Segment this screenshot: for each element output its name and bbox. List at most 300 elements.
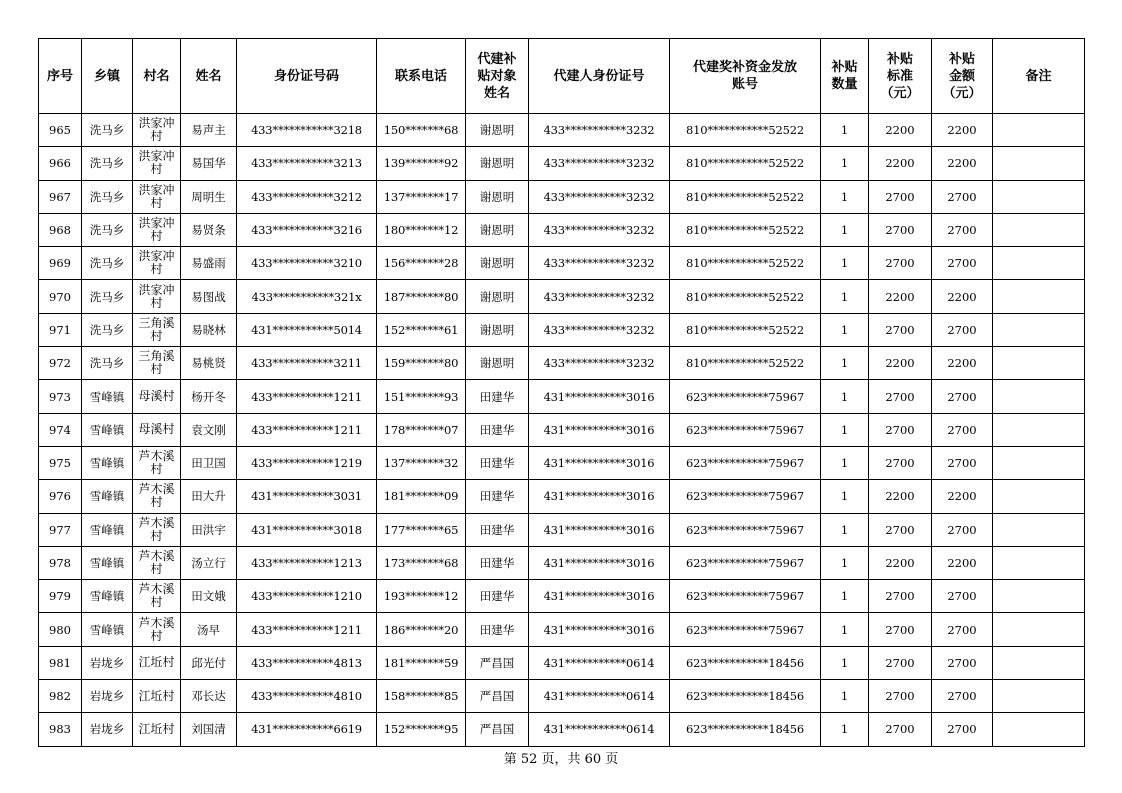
col-village-cell: 江坵村 — [133, 680, 181, 713]
col-phone-cell: 159*******80 — [377, 347, 466, 380]
col-phone-cell: 178*******07 — [377, 413, 466, 446]
col-standard-header — [869, 39, 932, 114]
col-township-cell: 洗马乡 — [82, 114, 133, 147]
table-row — [39, 413, 1085, 446]
col-village-cell: 芦木溪村 — [133, 613, 181, 646]
header-label: 乡镇 — [93, 68, 120, 84]
col-quantity-cell: 1 — [821, 646, 869, 679]
col-id-number-cell: 433***********1211 — [237, 413, 377, 446]
col-standard-cell: 2700 — [869, 713, 932, 746]
header-label: 联系电话 — [394, 68, 447, 84]
col-serial-cell: 974 — [39, 413, 82, 446]
col-amount-cell: 2200 — [932, 147, 993, 180]
header-label: （元） — [942, 85, 982, 101]
col-phone-cell: 181*******59 — [377, 646, 466, 679]
col-quantity-cell: 1 — [821, 180, 869, 213]
col-agent-id-cell: 431***********3016 — [529, 513, 670, 546]
col-remarks-cell — [993, 480, 1085, 513]
col-serial-cell: 976 — [39, 480, 82, 513]
col-quantity-cell: 1 — [821, 114, 869, 147]
col-agent-id-cell: 433***********3232 — [529, 247, 670, 280]
header-label: 代建补 — [477, 51, 517, 67]
col-quantity-cell: 1 — [821, 347, 869, 380]
col-township-cell: 雪峰镇 — [82, 546, 133, 579]
table-body — [39, 114, 1085, 747]
col-agent-name-cell: 谢恩明 — [466, 114, 529, 147]
col-village-cell: 芦木溪村 — [133, 446, 181, 479]
col-id-number-cell: 433***********1211 — [237, 380, 377, 413]
col-serial-cell: 971 — [39, 313, 82, 346]
col-amount-cell: 2700 — [932, 213, 993, 246]
col-village-cell: 芦木溪村 — [133, 513, 181, 546]
col-account-cell: 623***********75967 — [670, 513, 821, 546]
col-id-number-cell: 431***********3018 — [237, 513, 377, 546]
col-township-cell: 雪峰镇 — [82, 413, 133, 446]
col-standard-cell: 2700 — [869, 247, 932, 280]
col-agent-name-cell: 田建华 — [466, 446, 529, 479]
col-agent-name-header — [466, 39, 529, 114]
col-phone-header — [377, 39, 466, 114]
table-row — [39, 147, 1085, 180]
col-agent-id-cell: 431***********3016 — [529, 546, 670, 579]
col-name-cell: 袁文刚 — [181, 413, 237, 446]
col-serial-cell: 967 — [39, 180, 82, 213]
col-amount-cell: 2700 — [932, 646, 993, 679]
col-phone-cell: 186*******20 — [377, 613, 466, 646]
col-agent-name-cell: 田建华 — [466, 480, 529, 513]
col-standard-cell: 2200 — [869, 147, 932, 180]
col-village-cell: 三角溪村 — [133, 313, 181, 346]
col-account-cell: 623***********18456 — [670, 713, 821, 746]
col-quantity-cell: 1 — [821, 513, 869, 546]
col-name-header — [181, 39, 237, 114]
col-quantity-cell: 1 — [821, 546, 869, 579]
col-account-cell: 810***********52522 — [670, 180, 821, 213]
table-row — [39, 546, 1085, 579]
col-village-cell: 洪家冲村 — [133, 247, 181, 280]
col-agent-name-cell: 田建华 — [466, 546, 529, 579]
col-remarks-cell — [993, 446, 1085, 479]
col-standard-cell: 2700 — [869, 446, 932, 479]
col-agent-name-cell: 谢恩明 — [466, 313, 529, 346]
col-agent-name-cell: 谢恩明 — [466, 247, 529, 280]
col-agent-id-header — [529, 39, 670, 114]
col-serial-cell: 966 — [39, 147, 82, 180]
col-id-number-cell: 433***********1210 — [237, 580, 377, 613]
col-amount-cell: 2200 — [932, 280, 993, 313]
col-agent-id-cell: 433***********3232 — [529, 147, 670, 180]
table-row — [39, 680, 1085, 713]
col-id-number-cell: 433***********3218 — [237, 114, 377, 147]
col-name-cell: 易国华 — [181, 147, 237, 180]
col-serial-cell: 981 — [39, 646, 82, 679]
col-amount-cell: 2700 — [932, 613, 993, 646]
col-standard-cell: 2700 — [869, 580, 932, 613]
col-serial-cell: 973 — [39, 380, 82, 413]
col-id-number-cell: 433***********1213 — [237, 546, 377, 579]
col-standard-cell: 2200 — [869, 114, 932, 147]
col-serial-cell: 970 — [39, 280, 82, 313]
col-amount-cell: 2700 — [932, 313, 993, 346]
col-phone-cell: 139*******92 — [377, 147, 466, 180]
col-amount-cell: 2700 — [932, 580, 993, 613]
col-agent-id-cell: 431***********3016 — [529, 580, 670, 613]
table-row — [39, 280, 1085, 313]
col-phone-cell: 137*******17 — [377, 180, 466, 213]
col-agent-id-cell: 431***********3016 — [529, 380, 670, 413]
col-name-cell: 邱光付 — [181, 646, 237, 679]
col-agent-id-cell: 433***********3232 — [529, 347, 670, 380]
col-account-cell: 623***********75967 — [670, 613, 821, 646]
table-row — [39, 613, 1085, 646]
header-label: 序号 — [46, 68, 73, 84]
header-label: 村名 — [143, 68, 170, 84]
col-phone-cell: 187*******80 — [377, 280, 466, 313]
col-township-cell: 岩垅乡 — [82, 713, 133, 746]
col-township-cell: 洗马乡 — [82, 347, 133, 380]
col-remarks-cell — [993, 713, 1085, 746]
col-account-cell: 810***********52522 — [670, 347, 821, 380]
col-serial-cell: 965 — [39, 114, 82, 147]
col-agent-name-cell: 谢恩明 — [466, 180, 529, 213]
col-id-number-cell: 431***********5014 — [237, 313, 377, 346]
col-agent-name-cell: 谢恩明 — [466, 147, 529, 180]
col-phone-cell: 177*******65 — [377, 513, 466, 546]
col-standard-cell: 2200 — [869, 480, 932, 513]
col-id-number-cell: 433***********1211 — [237, 613, 377, 646]
col-serial-cell: 979 — [39, 580, 82, 613]
col-township-cell: 岩垅乡 — [82, 680, 133, 713]
col-village-cell: 洪家冲村 — [133, 180, 181, 213]
col-township-cell: 岩垅乡 — [82, 646, 133, 679]
col-village-cell: 洪家冲村 — [133, 213, 181, 246]
table-row — [39, 580, 1085, 613]
header-label: 数量 — [831, 77, 858, 92]
col-township-cell: 雪峰镇 — [82, 480, 133, 513]
col-account-header — [670, 39, 821, 114]
col-village-cell: 洪家冲村 — [133, 147, 181, 180]
col-serial-cell: 968 — [39, 213, 82, 246]
col-id-number-cell: 433***********4810 — [237, 680, 377, 713]
col-agent-id-cell: 431***********3016 — [529, 446, 670, 479]
col-account-cell: 623***********75967 — [670, 546, 821, 579]
col-township-cell: 洗马乡 — [82, 147, 133, 180]
col-name-cell: 周明生 — [181, 180, 237, 213]
col-village-cell: 母溪村 — [133, 380, 181, 413]
col-account-cell: 810***********52522 — [670, 114, 821, 147]
col-amount-cell: 2200 — [932, 480, 993, 513]
col-phone-cell: 158*******85 — [377, 680, 466, 713]
col-standard-cell: 2700 — [869, 313, 932, 346]
col-agent-id-cell: 431***********3016 — [529, 480, 670, 513]
col-remarks-cell — [993, 580, 1085, 613]
col-account-cell: 623***********75967 — [670, 480, 821, 513]
col-remarks-cell — [993, 347, 1085, 380]
col-phone-cell: 181*******09 — [377, 480, 466, 513]
col-serial-cell: 975 — [39, 446, 82, 479]
col-phone-cell: 152*******61 — [377, 313, 466, 346]
col-amount-cell: 2700 — [932, 247, 993, 280]
col-standard-cell: 2700 — [869, 680, 932, 713]
col-name-cell: 易盛雨 — [181, 247, 237, 280]
col-name-cell: 刘国清 — [181, 713, 237, 746]
col-village-header — [133, 39, 181, 114]
col-phone-cell: 156*******28 — [377, 247, 466, 280]
header-label: 备注 — [1025, 68, 1052, 84]
col-standard-cell: 2700 — [869, 413, 932, 446]
col-quantity-cell: 1 — [821, 413, 869, 446]
col-village-cell: 芦木溪村 — [133, 546, 181, 579]
col-id-number-cell: 433***********4813 — [237, 646, 377, 679]
col-quantity-cell: 1 — [821, 213, 869, 246]
col-agent-id-cell: 431***********0614 — [529, 646, 670, 679]
col-standard-cell: 2200 — [869, 347, 932, 380]
col-amount-cell: 2700 — [932, 513, 993, 546]
col-phone-cell: 137*******32 — [377, 446, 466, 479]
col-quantity-cell: 1 — [821, 713, 869, 746]
col-name-cell: 杨开冬 — [181, 380, 237, 413]
col-village-cell: 芦木溪村 — [133, 480, 181, 513]
col-remarks-cell — [993, 180, 1085, 213]
col-quantity-cell: 1 — [821, 446, 869, 479]
col-phone-cell: 150*******68 — [377, 114, 466, 147]
col-account-cell: 810***********52522 — [670, 147, 821, 180]
col-serial-cell: 978 — [39, 546, 82, 579]
col-village-cell: 洪家冲村 — [133, 114, 181, 147]
col-remarks-cell — [993, 147, 1085, 180]
table-header-row — [39, 39, 1085, 114]
col-village-cell: 江坵村 — [133, 713, 181, 746]
col-remarks-cell — [993, 613, 1085, 646]
col-remarks-cell — [993, 213, 1085, 246]
col-agent-name-cell: 田建华 — [466, 580, 529, 613]
header-label: 贴对象 — [477, 68, 517, 84]
col-remarks-cell — [993, 313, 1085, 346]
col-quantity-cell: 1 — [821, 613, 869, 646]
col-village-cell: 洪家冲村 — [133, 280, 181, 313]
header-label: 姓名 — [483, 85, 510, 101]
col-amount-cell: 2700 — [932, 180, 993, 213]
col-township-cell: 雪峰镇 — [82, 446, 133, 479]
col-standard-cell: 2200 — [869, 546, 932, 579]
col-account-cell: 810***********52522 — [670, 213, 821, 246]
col-township-cell: 雪峰镇 — [82, 380, 133, 413]
col-agent-name-cell: 谢恩明 — [466, 280, 529, 313]
table-row — [39, 713, 1085, 746]
col-agent-name-cell: 谢恩明 — [466, 347, 529, 380]
table-row — [39, 313, 1085, 346]
col-township-cell: 洗马乡 — [82, 313, 133, 346]
col-serial-cell: 977 — [39, 513, 82, 546]
page-footer: 第 52 页，共 60 页 — [503, 752, 619, 767]
col-agent-name-cell: 田建华 — [466, 513, 529, 546]
col-account-cell: 623***********18456 — [670, 646, 821, 679]
col-remarks-header — [993, 39, 1085, 114]
header-label: 身份证号码 — [273, 68, 339, 84]
col-agent-id-cell: 431***********3016 — [529, 613, 670, 646]
col-name-cell: 田卫国 — [181, 446, 237, 479]
col-township-cell: 洗马乡 — [82, 180, 133, 213]
col-amount-cell: 2700 — [932, 413, 993, 446]
col-agent-name-cell: 严昌国 — [466, 713, 529, 746]
col-amount-cell: 2700 — [932, 446, 993, 479]
col-phone-cell: 180*******12 — [377, 213, 466, 246]
header-label: 姓名 — [195, 68, 222, 84]
col-quantity-cell: 1 — [821, 147, 869, 180]
col-agent-id-cell: 431***********0614 — [529, 680, 670, 713]
table-row — [39, 446, 1085, 479]
col-account-cell: 810***********52522 — [670, 313, 821, 346]
col-standard-cell: 2700 — [869, 380, 932, 413]
col-account-cell: 623***********75967 — [670, 580, 821, 613]
col-township-header — [82, 39, 133, 114]
header-label: （元） — [880, 85, 920, 101]
col-account-cell: 623***********18456 — [670, 680, 821, 713]
col-amount-header — [932, 39, 993, 114]
col-agent-id-cell: 431***********3016 — [529, 413, 670, 446]
col-id-number-cell: 433***********321x — [237, 280, 377, 313]
col-agent-name-cell: 谢恩明 — [466, 213, 529, 246]
col-amount-cell: 2200 — [932, 114, 993, 147]
col-quantity-cell: 1 — [821, 680, 869, 713]
col-id-number-cell: 433***********3213 — [237, 147, 377, 180]
col-village-cell: 芦木溪村 — [133, 580, 181, 613]
col-name-cell: 邓长达 — [181, 680, 237, 713]
header-label: 代建人身份证号 — [553, 68, 645, 84]
col-phone-cell: 152*******95 — [377, 713, 466, 746]
col-agent-name-cell: 田建华 — [466, 413, 529, 446]
col-standard-cell: 2700 — [869, 613, 932, 646]
col-phone-cell: 151*******93 — [377, 380, 466, 413]
header-label: 补贴 — [948, 51, 975, 67]
col-agent-name-cell: 严昌国 — [466, 680, 529, 713]
col-phone-cell: 173*******68 — [377, 546, 466, 579]
col-remarks-cell — [993, 646, 1085, 679]
table-row — [39, 513, 1085, 546]
col-township-cell: 洗马乡 — [82, 247, 133, 280]
col-name-cell: 易桃贤 — [181, 347, 237, 380]
col-quantity-cell: 1 — [821, 313, 869, 346]
table-row — [39, 646, 1085, 679]
col-standard-cell: 2700 — [869, 513, 932, 546]
header-label: 金额 — [948, 68, 975, 84]
col-village-cell: 母溪村 — [133, 413, 181, 446]
col-township-cell: 洗马乡 — [82, 213, 133, 246]
col-remarks-cell — [993, 247, 1085, 280]
subsidy-table — [38, 38, 1085, 747]
col-serial-header — [39, 39, 82, 114]
col-account-cell: 623***********75967 — [670, 446, 821, 479]
col-id-number-cell: 433***********1219 — [237, 446, 377, 479]
col-remarks-cell — [993, 280, 1085, 313]
col-id-number-cell: 431***********6619 — [237, 713, 377, 746]
header-label: 代建奖补资金发放 — [692, 60, 797, 75]
col-amount-cell: 2700 — [932, 680, 993, 713]
col-agent-id-cell: 431***********0614 — [529, 713, 670, 746]
col-quantity-cell: 1 — [821, 247, 869, 280]
col-serial-cell: 972 — [39, 347, 82, 380]
col-remarks-cell — [993, 546, 1085, 579]
col-name-cell: 易声主 — [181, 114, 237, 147]
header-label: 账号 — [731, 77, 758, 92]
col-account-cell: 810***********52522 — [670, 247, 821, 280]
col-standard-cell: 2200 — [869, 280, 932, 313]
col-serial-cell: 982 — [39, 680, 82, 713]
table-row — [39, 347, 1085, 380]
table-row — [39, 247, 1085, 280]
col-amount-cell: 2200 — [932, 546, 993, 579]
col-quantity-cell: 1 — [821, 280, 869, 313]
col-standard-cell: 2700 — [869, 646, 932, 679]
col-standard-cell: 2700 — [869, 213, 932, 246]
col-name-cell: 易贤条 — [181, 213, 237, 246]
col-name-cell: 易晓林 — [181, 313, 237, 346]
col-name-cell: 田大升 — [181, 480, 237, 513]
col-quantity-cell: 1 — [821, 580, 869, 613]
col-account-cell: 623***********75967 — [670, 380, 821, 413]
table-row — [39, 380, 1085, 413]
col-standard-cell: 2700 — [869, 180, 932, 213]
col-remarks-cell — [993, 680, 1085, 713]
col-remarks-cell — [993, 114, 1085, 147]
col-serial-cell: 980 — [39, 613, 82, 646]
table-row — [39, 114, 1085, 147]
col-village-cell: 三角溪村 — [133, 347, 181, 380]
col-village-cell: 江坵村 — [133, 646, 181, 679]
col-name-cell: 田洪宇 — [181, 513, 237, 546]
col-amount-cell: 2200 — [932, 347, 993, 380]
col-agent-name-cell: 田建华 — [466, 613, 529, 646]
col-name-cell: 汤早 — [181, 613, 237, 646]
col-agent-name-cell: 田建华 — [466, 380, 529, 413]
col-account-cell: 623***********75967 — [670, 413, 821, 446]
col-account-cell: 810***********52522 — [670, 280, 821, 313]
col-agent-id-cell: 433***********3232 — [529, 180, 670, 213]
col-remarks-cell — [993, 380, 1085, 413]
col-serial-cell: 983 — [39, 713, 82, 746]
col-township-cell: 雪峰镇 — [82, 513, 133, 546]
col-amount-cell: 2700 — [932, 713, 993, 746]
col-name-cell: 田文娥 — [181, 580, 237, 613]
col-township-cell: 洗马乡 — [82, 280, 133, 313]
header-label: 补贴 — [831, 60, 858, 75]
col-agent-id-cell: 433***********3232 — [529, 213, 670, 246]
col-name-cell: 易图战 — [181, 280, 237, 313]
header-label: 标准 — [886, 68, 913, 84]
col-id-number-cell: 433***********3211 — [237, 347, 377, 380]
col-agent-id-cell: 433***********3232 — [529, 313, 670, 346]
col-id-number-header — [237, 39, 377, 114]
col-remarks-cell — [993, 513, 1085, 546]
col-quantity-cell: 1 — [821, 480, 869, 513]
col-township-cell: 雪峰镇 — [82, 580, 133, 613]
col-quantity-header — [821, 39, 869, 114]
col-serial-cell: 969 — [39, 247, 82, 280]
col-agent-id-cell: 433***********3232 — [529, 280, 670, 313]
col-township-cell: 雪峰镇 — [82, 613, 133, 646]
col-remarks-cell — [993, 413, 1085, 446]
col-amount-cell: 2700 — [932, 380, 993, 413]
table-row — [39, 480, 1085, 513]
header-label: 补贴 — [886, 51, 913, 67]
col-agent-name-cell: 严昌国 — [466, 646, 529, 679]
table-row — [39, 180, 1085, 213]
col-id-number-cell: 433***********3212 — [237, 180, 377, 213]
col-id-number-cell: 433***********3210 — [237, 247, 377, 280]
col-id-number-cell: 431***********3031 — [237, 480, 377, 513]
col-phone-cell: 193*******12 — [377, 580, 466, 613]
table-row — [39, 213, 1085, 246]
